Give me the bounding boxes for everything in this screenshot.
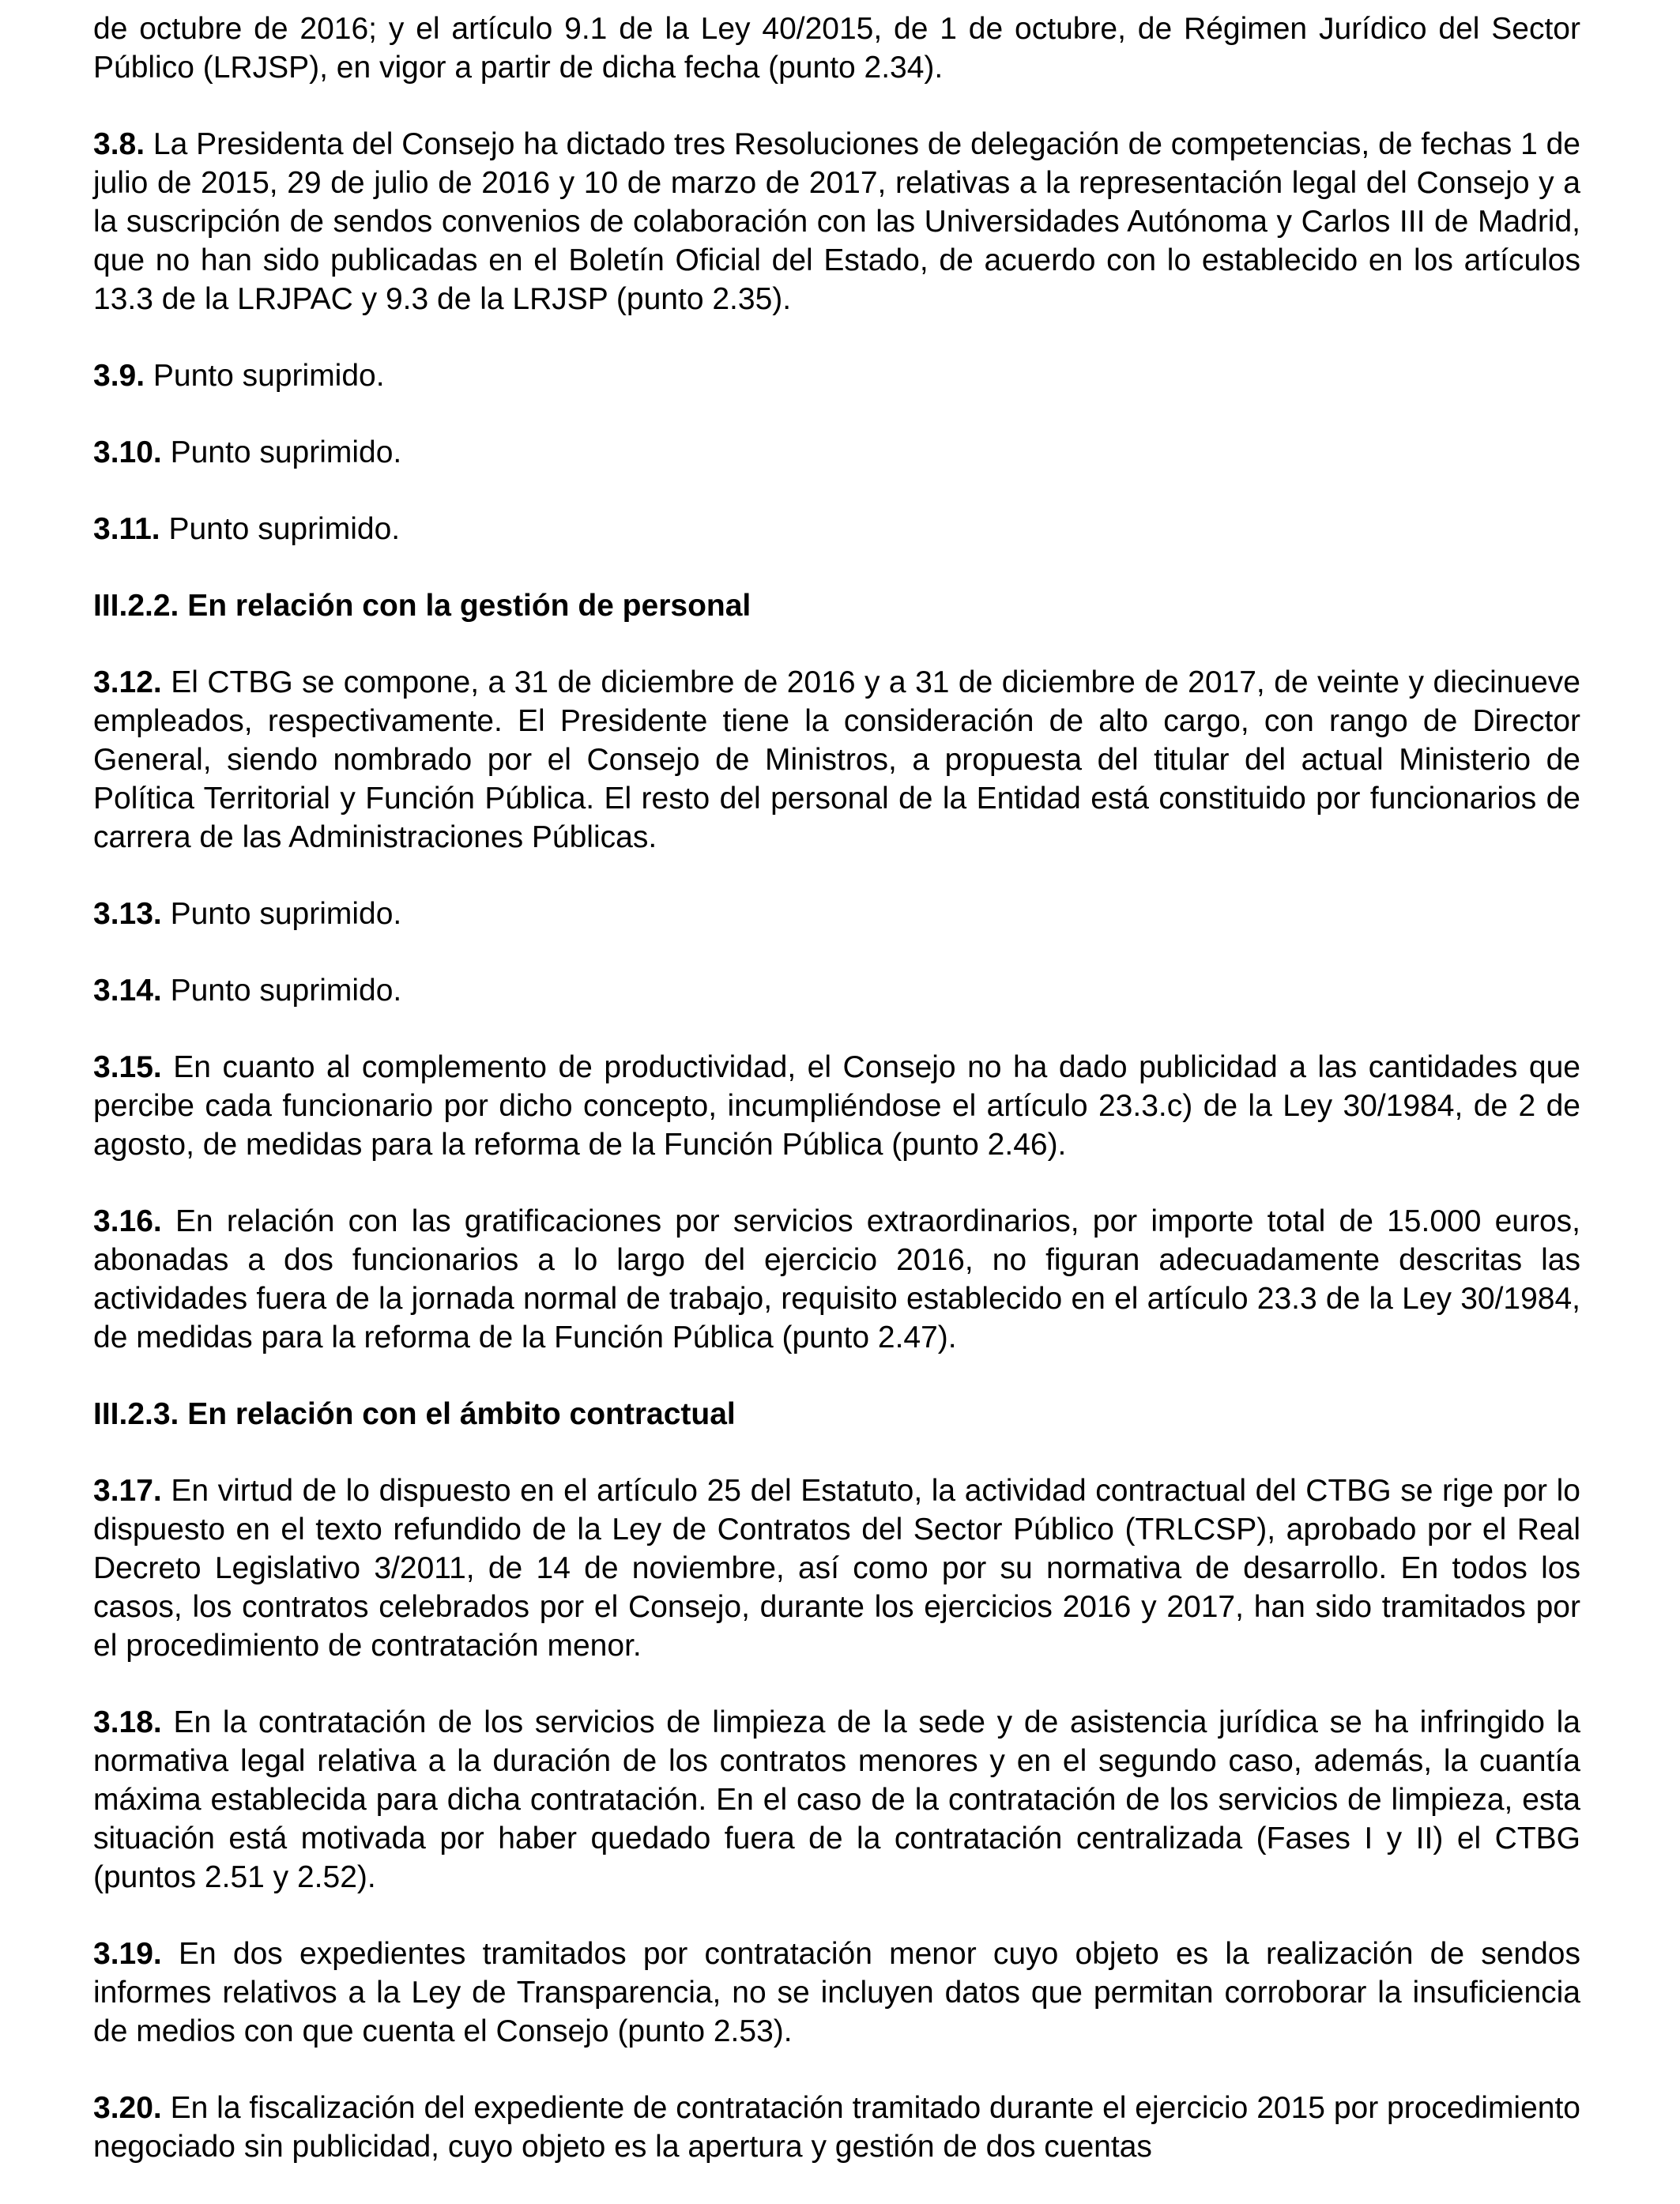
paragraph-text: En dos expedientes tramitados por contratación menor cuyo objeto es la realización de sendos informes relativos a la Ley de Transparencia, no se incluyen datos que permitan corroborar la insuficiencia de medios con que cuenta el Consejo (punto 2.53). <box>93 1937 1580 2048</box>
paragraph-3-8 <box>93 125 1580 318</box>
paragraph-text: de octubre de 2016; y el artículo 9.1 de la Ley 40/2015, de 1 de octubre, de Régimen Jurídico del Sector Público (LRJSP), en vigor a partir de dicha fecha (punto 2.34). <box>93 12 1580 85</box>
paragraph-text: Punto suprimido. <box>168 512 401 546</box>
paragraph-text: La Presidenta del Consejo ha dictado tres Resoluciones de delegación de competencias, de fechas 1 de julio de 2015, 29 de julio de 2016 y 10 de marzo de 2017, relativas a la representación legal del Consejo y a la suscripción de sendos convenios de colaboración con las Universidades Autónoma y Carlos III de Madrid, que no han sido publicadas en el Boletín Oficial del Estado, de acuerdo con lo establecido en los artículos 13.3 de la LRJPAC y 9.3 de la LRJSP (punto 2.35). <box>93 127 1580 316</box>
paragraph-text: Punto suprimido. <box>170 974 402 1008</box>
paragraph-text: En virtud de lo dispuesto en el artículo 25 del Estatuto, la actividad contractual del CTBG se rige por lo dispuesto en el texto refundido de la Ley de Contratos del Sector Público (TRLCSP), aprobado por el Real Decreto Legislativo 3/2011, de 14 de noviembre, así como por su normativa de desarrollo. En todos los casos, los contratos celebrados por el Consejo, durante los ejercicios 2016 y 2017, han sido tramitados por el procedimiento de contratación menor. <box>93 1474 1580 1663</box>
paragraph-text: Punto suprimido. <box>170 435 402 469</box>
paragraph-number: 3.19. <box>93 1937 162 1971</box>
paragraph-3-9 <box>93 356 1580 395</box>
paragraph-text: Punto suprimido. <box>153 359 385 393</box>
paragraph-number: 3.8. <box>93 127 145 161</box>
paragraph-number: 3.18. <box>93 1705 162 1739</box>
paragraph-continuation <box>93 9 1580 87</box>
paragraph-number: 3.14. <box>93 974 162 1008</box>
paragraph-number: 3.10. <box>93 435 162 469</box>
paragraph-3-14 <box>93 971 1580 1010</box>
paragraph-3-18 <box>93 1703 1580 1897</box>
paragraph-3-16 <box>93 1202 1580 1357</box>
paragraph-3-17 <box>93 1471 1580 1665</box>
document-page <box>93 9 1580 2204</box>
section-heading-contractual: III.2.3. En relación con el ámbito contractual <box>93 1397 736 1431</box>
paragraph-3-15 <box>93 1048 1580 1164</box>
paragraph-3-12 <box>93 663 1580 857</box>
paragraph-text: En la fiscalización del expediente de contratación tramitado durante el ejercicio 2015 por procedimiento negociado sin publicidad, cuyo objeto es la apertura y gestión de dos cuentas <box>93 2091 1580 2164</box>
paragraph-number: 3.17. <box>93 1474 162 1508</box>
paragraph-number: 3.9. <box>93 359 145 393</box>
paragraph-3-11 <box>93 510 1580 548</box>
paragraph-number: 3.16. <box>93 1204 162 1238</box>
paragraph-number: 3.20. <box>93 2091 162 2125</box>
paragraph-3-20 <box>93 2089 1580 2166</box>
paragraph-text: En cuanto al complemento de productividad, el Consejo no ha dado publicidad a las cantidades que percibe cada funcionario por dicho concepto, incumpliéndose el artículo 23.3.c) de la Ley 30/1984, de 2 de agosto, de medidas para la reforma de la Función Pública (punto 2.46). <box>93 1050 1580 1162</box>
paragraph-3-13 <box>93 895 1580 933</box>
paragraph-number: 3.12. <box>93 665 162 699</box>
paragraph-3-19 <box>93 1935 1580 2051</box>
paragraph-3-10 <box>93 433 1580 472</box>
paragraph-number: 3.13. <box>93 897 162 931</box>
paragraph-text: Punto suprimido. <box>170 897 402 931</box>
paragraph-number: 3.11. <box>93 512 160 546</box>
paragraph-number: 3.15. <box>93 1050 162 1084</box>
paragraph-text: En la contratación de los servicios de limpieza de la sede y de asistencia jurídica se ha infringido la normativa legal relativa a la duración de los contratos menores y en el segundo caso, además, la cuantía máxima establecida para dicha contratación. En el caso de la contratación de los servicios de limpieza, esta situación está motivada por haber quedado fuera de la contratación centralizada (Fases I y II) el CTBG (puntos 2.51 y 2.52). <box>93 1705 1580 1894</box>
section-heading-personal: III.2.2. En relación con la gestión de personal <box>93 589 751 623</box>
paragraph-text: En relación con las gratificaciones por servicios extraordinarios, por importe total de 15.000 euros, abonadas a dos funcionarios a lo largo del ejercicio 2016, no figuran adecuadamente descritas las actividades fuera de la jornada normal de trabajo, requisito establecido en el artículo 23.3 de la Ley 30/1984, de medidas para la reforma de la Función Pública (punto 2.47). <box>93 1204 1580 1354</box>
paragraph-text: El CTBG se compone, a 31 de diciembre de 2016 y a 31 de diciembre de 2017, de veinte y diecinueve empleados, respectivamente. El Presidente tiene la consideración de alto cargo, con rango de Director General, siendo nombrado por el Consejo de Ministros, a propuesta del titular del actual Ministerio de Política Territorial y Función Pública. El resto del personal de la Entidad está constituido por funcionarios de carrera de las Administraciones Públicas. <box>93 665 1580 854</box>
